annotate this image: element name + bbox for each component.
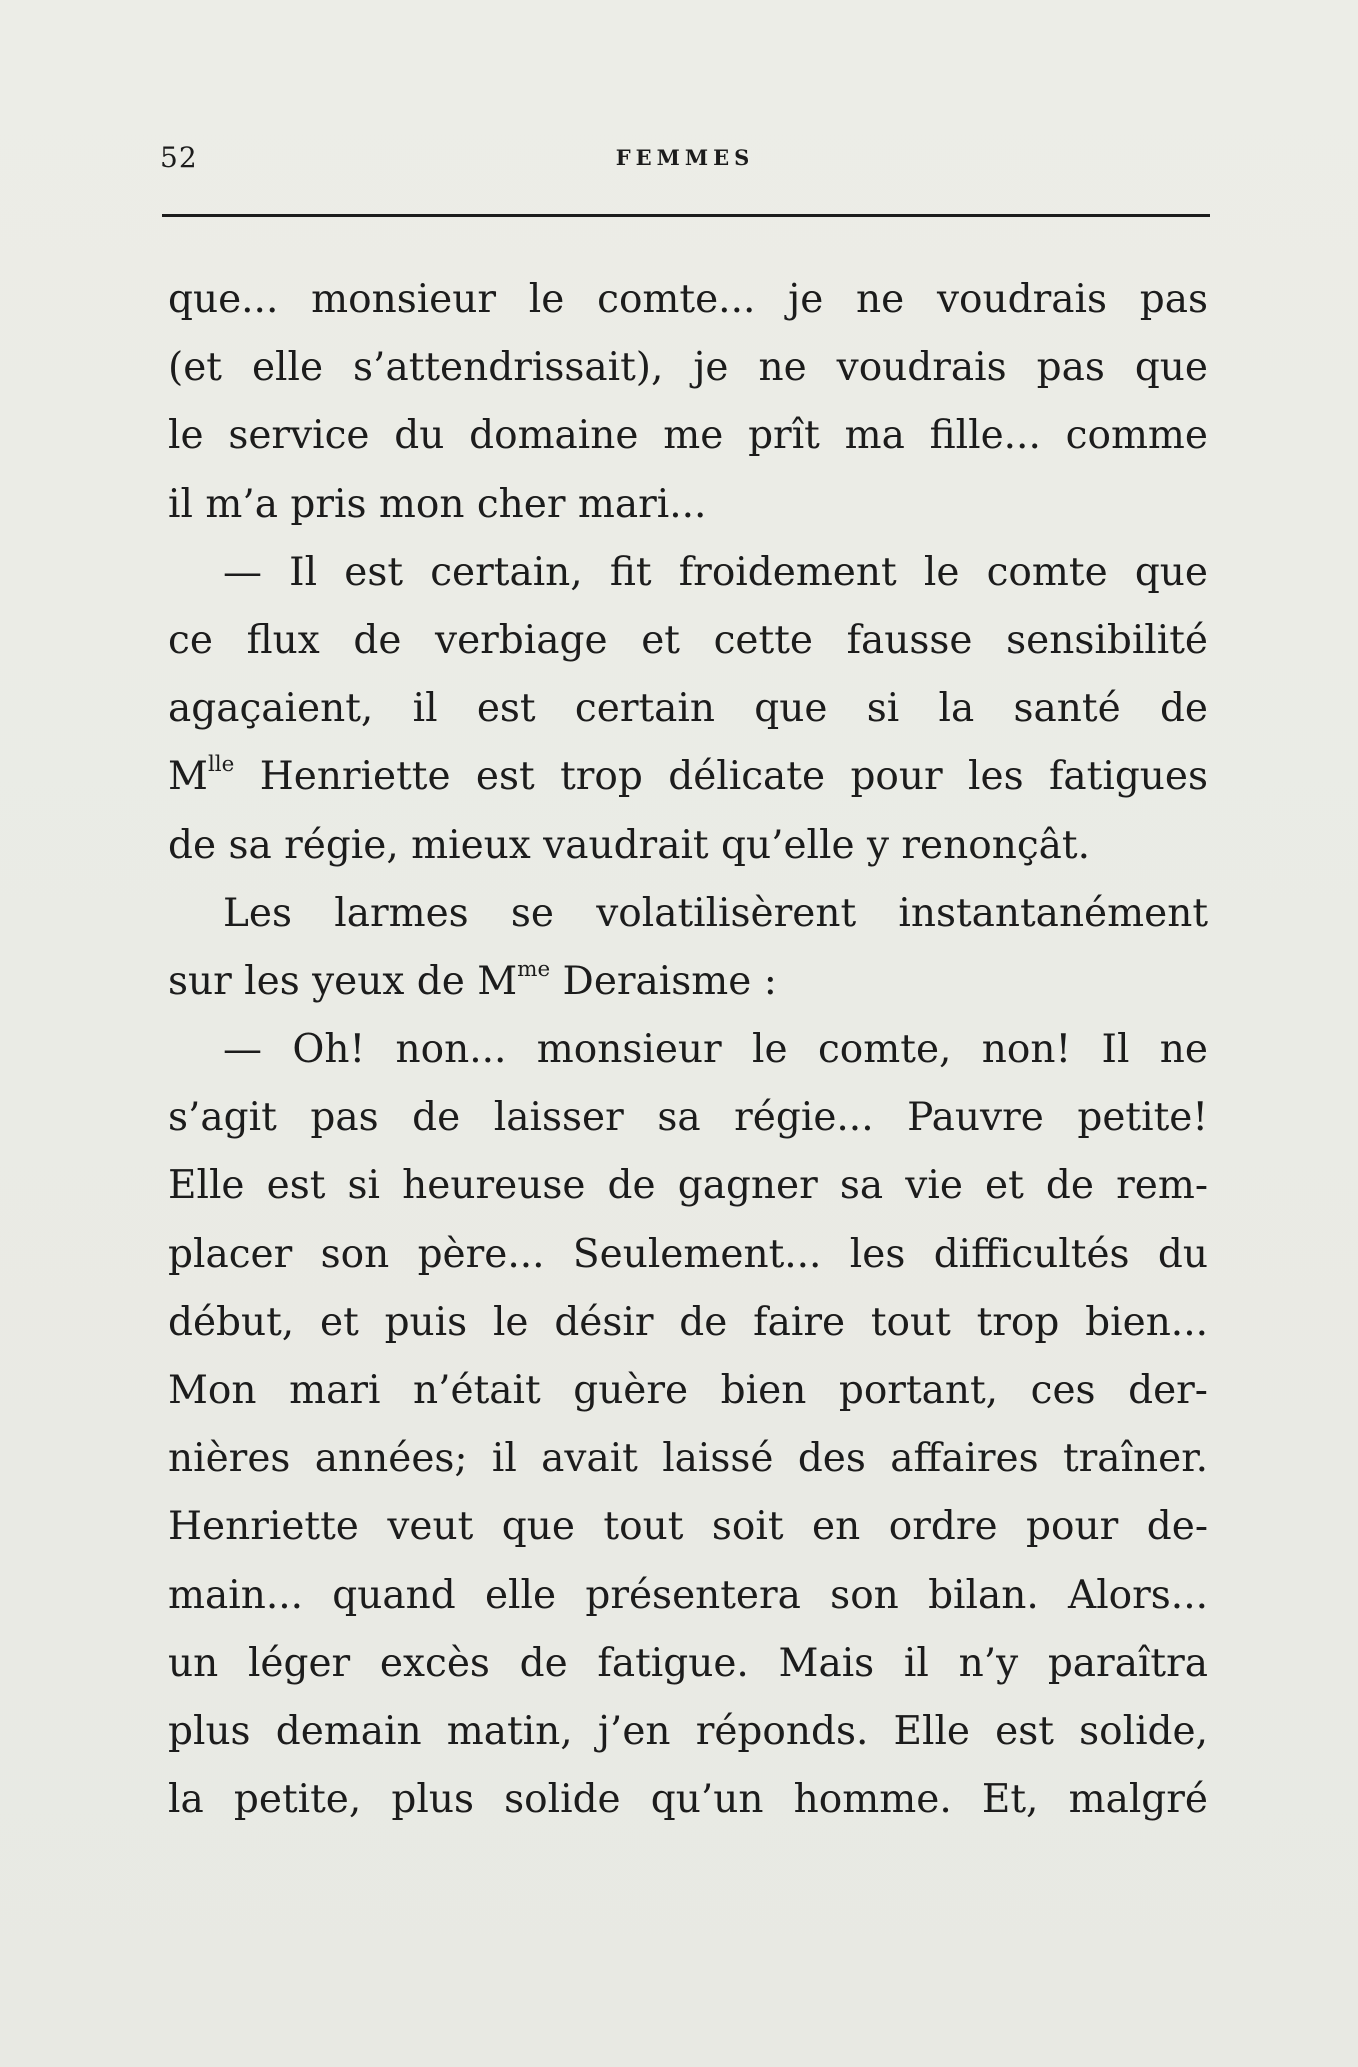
text-line: début, et puis le désir de faire tout trop bien... [168, 1299, 1208, 1345]
page-header [160, 138, 1210, 178]
text-line: — Il est certain, fit froidement le comte que [223, 549, 1208, 595]
text-line: Les larmes se volatilisèrent instantanément [223, 890, 1208, 936]
text-line: Henriette veut que tout soit en ordre pour de- [168, 1504, 1208, 1550]
text-line: de sa régie, mieux vaudrait qu’elle y renonçât. [168, 822, 1091, 868]
text-line: un léger excès de fatigue. Mais il n’y paraîtra [168, 1640, 1208, 1686]
line-start: sur les yeux de M [168, 958, 518, 1004]
text-line: le service du domaine me prît ma fille... comme [168, 413, 1208, 459]
body-text [168, 266, 1208, 1834]
line-remainder: Deraisme : [550, 958, 777, 1004]
text-line [168, 743, 1208, 811]
text-line: ce flux de verbiage et cette fausse sensibilité [168, 617, 1208, 663]
abbreviation-superscript: me [517, 956, 551, 982]
text-line: que... monsieur le comte... je ne voudrais pas [168, 277, 1208, 322]
text-line: Mon mari n’était guère bien portant, ces der- [168, 1368, 1208, 1413]
text-line: nières années; il avait laissé des affaires traîner. [168, 1436, 1208, 1482]
abbreviation-superscript: lle [207, 752, 235, 778]
text-line: s’agit pas de laisser sa régie... Pauvre petite! [168, 1095, 1208, 1141]
text-line [168, 948, 1208, 1016]
text-line: placer son père... Seulement... les difficultés du [168, 1231, 1208, 1277]
text-line: Elle est si heureuse de gagner sa vie et de rem- [168, 1163, 1208, 1209]
text-line: (et elle s’attendrissait), je ne voudrais pas que [168, 345, 1208, 391]
text-line: plus demain matin, j’en réponds. Elle est solide, [168, 1708, 1208, 1754]
running-title: FEMMES [615, 145, 755, 170]
text-line: la petite, plus solide qu’un homme. Et, malgré [168, 1777, 1208, 1823]
header-rule [162, 214, 1210, 217]
abbreviation-base: M [168, 754, 208, 800]
text-line: main... quand elle présentera son bilan. Alors... [168, 1572, 1208, 1618]
text-line: agaçaient, il est certain que si la santé de [168, 686, 1208, 732]
text-line: il m’a pris mon cher mari... [168, 481, 707, 527]
line-remainder: Henriette est trop délicate pour les fatigues [234, 754, 1208, 800]
text-line: — Oh! non... monsieur le comte, non! Il ne [223, 1027, 1208, 1073]
page-number: 52 [160, 141, 198, 174]
